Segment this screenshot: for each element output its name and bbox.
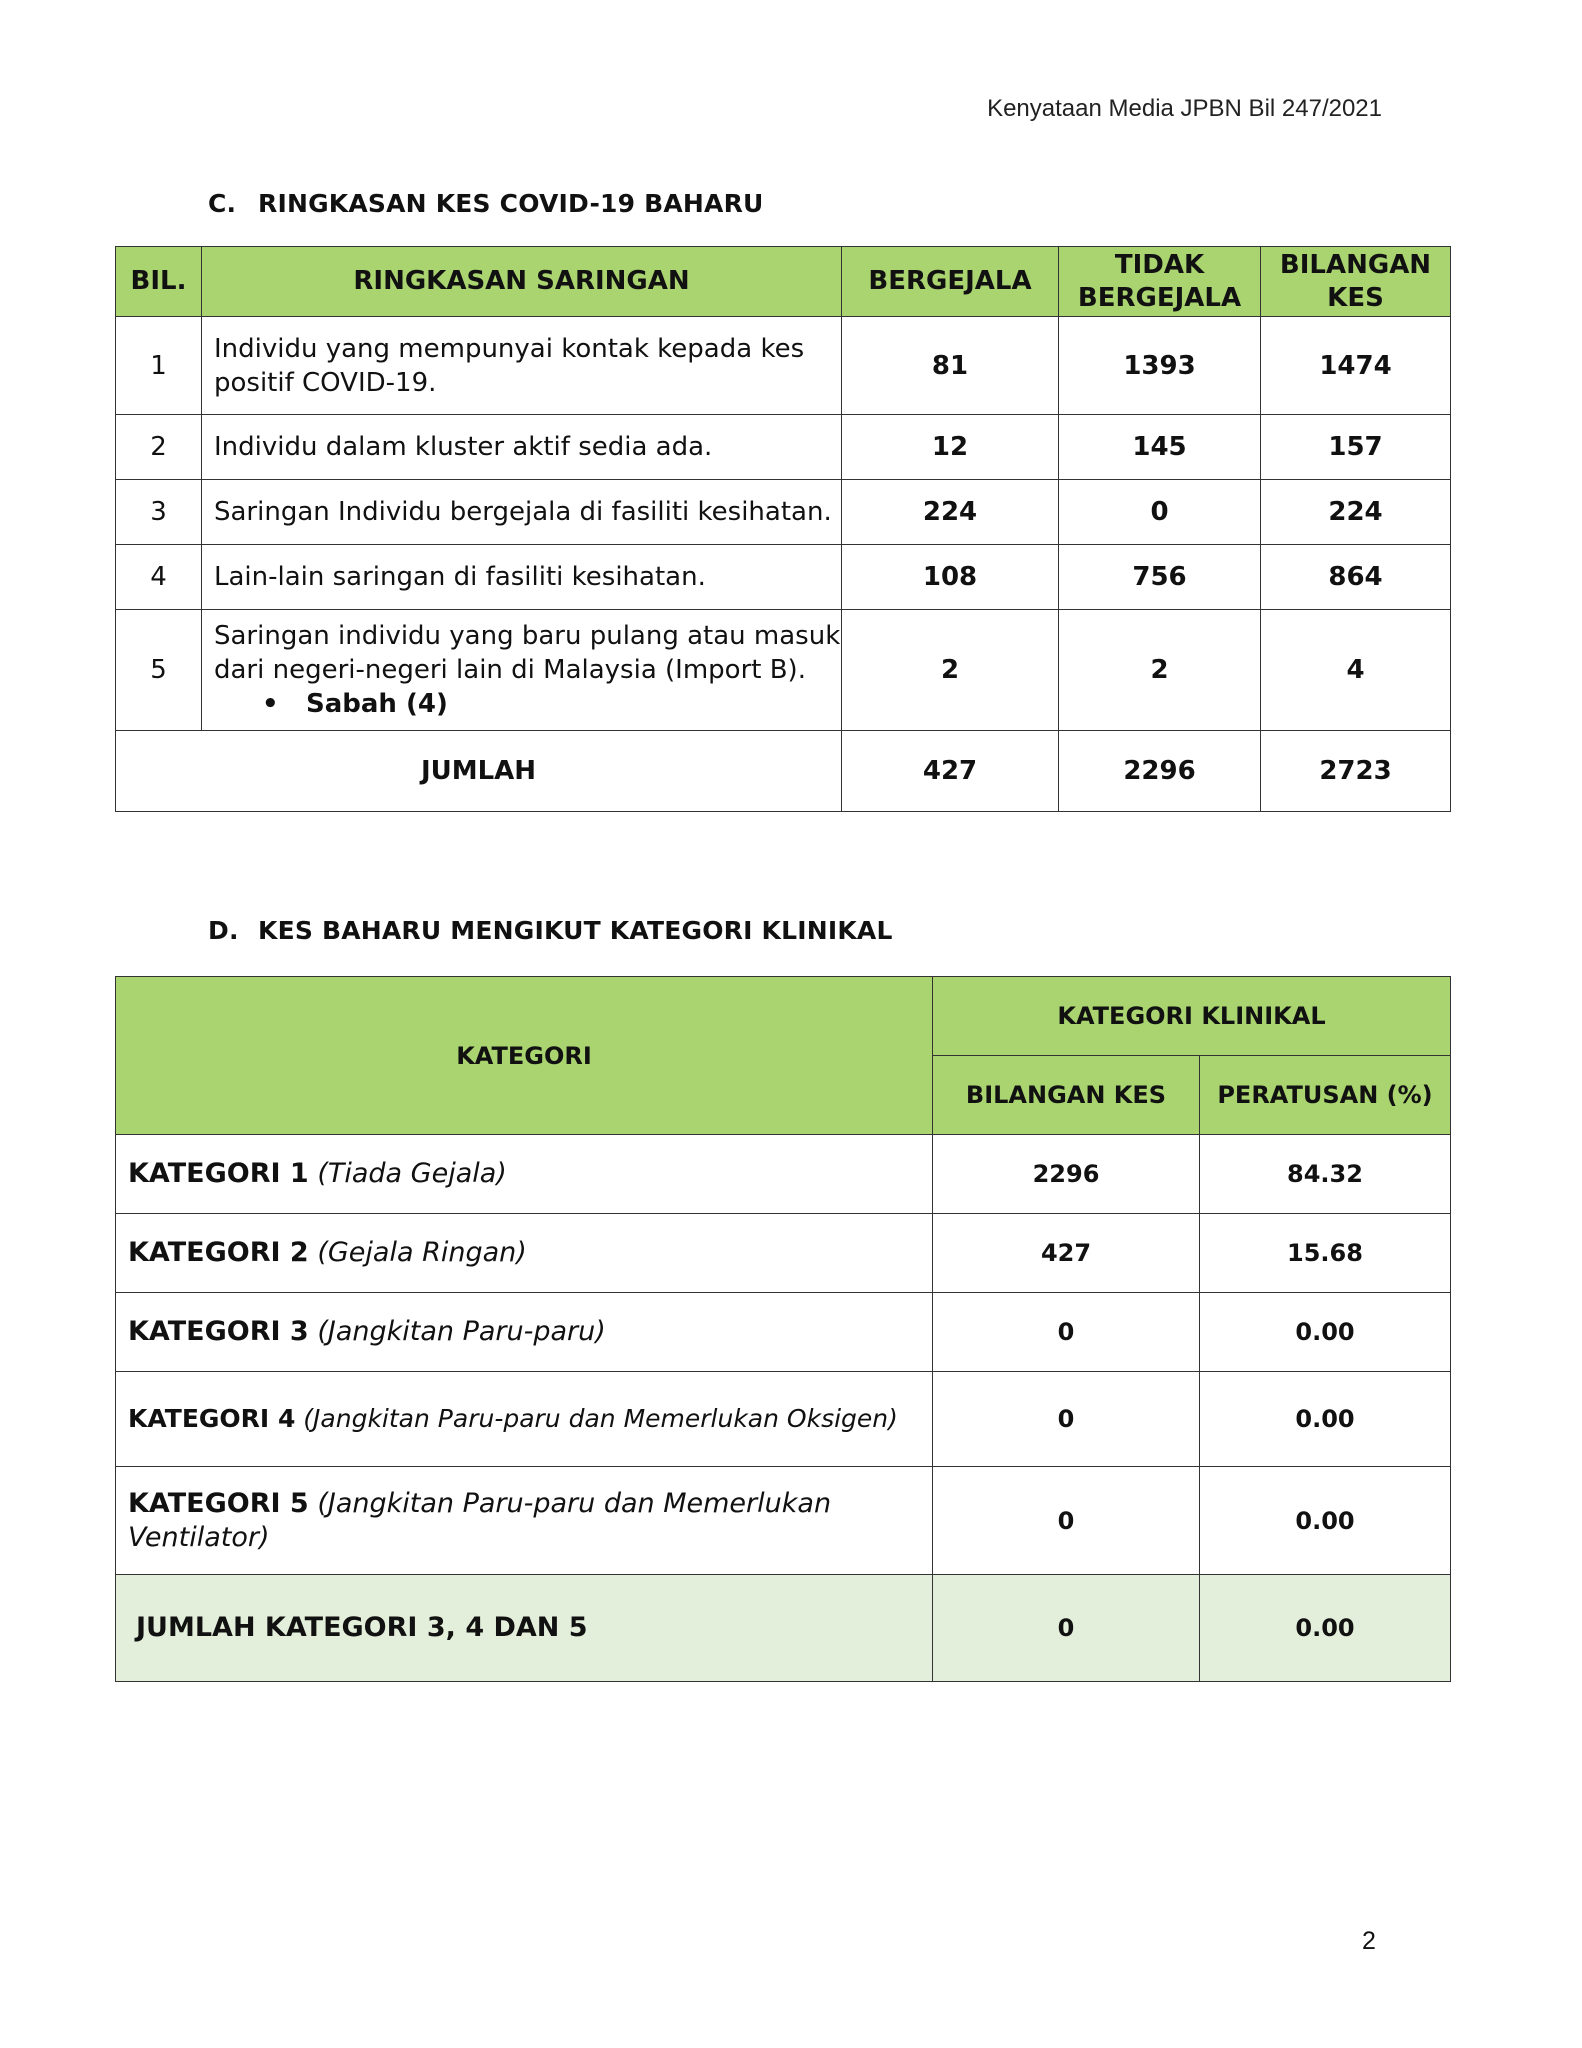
covid-case-summary-table [115, 246, 1451, 812]
category-percentage: 15.68 [1200, 1214, 1451, 1293]
row-description [202, 610, 842, 731]
column-header-bil: BIL. [116, 247, 202, 317]
total-row [116, 731, 1451, 812]
table-row [116, 480, 1451, 545]
bullet-icon: • [262, 689, 279, 719]
table-row [116, 545, 1451, 610]
symptomatic-count: 108 [842, 545, 1059, 610]
total-case-count: 0 [933, 1575, 1200, 1682]
symptomatic-count: 224 [842, 480, 1059, 545]
row-description-line: positif COVID-19. [214, 367, 437, 398]
row-description [202, 317, 842, 415]
category-label: KATEGORI 5 [128, 1487, 309, 1519]
column-header-cases-line2: KES [1327, 282, 1384, 313]
section-d-title [208, 916, 893, 945]
asymptomatic-count: 0 [1059, 480, 1261, 545]
total-asymptomatic: 2296 [1059, 731, 1261, 812]
category-label: KATEGORI 4 [128, 1404, 296, 1433]
column-header-symptomatic: BERGEJALA [842, 247, 1059, 317]
category-case-count: 0 [933, 1372, 1200, 1467]
table-row [116, 1214, 1451, 1293]
category-case-count: 427 [933, 1214, 1200, 1293]
category-description: (Gejala Ringan) [317, 1237, 527, 1268]
column-header-percent: PERATUSAN (%) [1200, 1056, 1451, 1135]
column-header-cases: BILANGAN KES [933, 1056, 1200, 1135]
table-row [116, 610, 1451, 731]
total-label: JUMLAH [116, 731, 842, 812]
column-header-asymptomatic-line2: BERGEJALA [1077, 282, 1242, 313]
category-description: (Tiada Gejala) [317, 1158, 507, 1189]
category-case-count: 2296 [933, 1135, 1200, 1214]
row-number: 4 [116, 545, 202, 610]
total-label: JUMLAH KATEGORI 3, 4 DAN 5 [116, 1575, 933, 1682]
column-header-category: KATEGORI [116, 977, 933, 1135]
asymptomatic-count: 2 [1059, 610, 1261, 731]
row-number: 1 [116, 317, 202, 415]
row-description-line: Saringan individu yang baru pulang atau masuk [214, 621, 841, 651]
case-count: 864 [1261, 545, 1451, 610]
category-percentage: 84.32 [1200, 1135, 1451, 1214]
category-cell [116, 1135, 933, 1214]
case-count: 1474 [1261, 317, 1451, 415]
category-description: (Jangkitan Paru-paru dan Memerlukan [317, 1487, 832, 1519]
symptomatic-count: 2 [842, 610, 1059, 731]
total-percentage: 0.00 [1200, 1575, 1451, 1682]
table-header-row [116, 247, 1451, 317]
category-case-count: 0 [933, 1293, 1200, 1372]
page-number: 2 [1362, 1927, 1376, 1955]
row-number: 3 [116, 480, 202, 545]
symptomatic-count: 12 [842, 415, 1059, 480]
total-symptomatic: 427 [842, 731, 1059, 812]
asymptomatic-count: 756 [1059, 545, 1261, 610]
category-label: KATEGORI 1 [128, 1158, 309, 1189]
case-count: 4 [1261, 610, 1451, 731]
asymptomatic-count: 145 [1059, 415, 1261, 480]
table-row [116, 1135, 1451, 1214]
case-count: 224 [1261, 480, 1451, 545]
category-cell [116, 1293, 933, 1372]
total-row [116, 1575, 1451, 1682]
column-header-clinical-category: KATEGORI KLINIKAL [933, 977, 1451, 1056]
column-header-cases-line1: BILANGAN [1279, 249, 1432, 280]
category-percentage: 0.00 [1200, 1467, 1451, 1575]
case-count: 157 [1261, 415, 1451, 480]
bullet-item [214, 687, 841, 721]
section-d-title-text: KES BAHARU MENGIKUT KATEGORI KLINIKAL [258, 916, 893, 945]
category-cell [116, 1372, 933, 1467]
section-c-letter: C. [208, 189, 237, 218]
table-row [116, 1372, 1451, 1467]
category-label: KATEGORI 3 [128, 1316, 309, 1347]
bullet-text: Sabah (4) [306, 689, 448, 719]
asymptomatic-count: 1393 [1059, 317, 1261, 415]
table-header-row [116, 977, 1451, 1056]
row-number: 5 [116, 610, 202, 731]
row-description: Individu dalam kluster aktif sedia ada. [202, 415, 842, 480]
clinical-category-table [115, 976, 1451, 1682]
section-d-letter: D. [208, 916, 239, 945]
category-description: (Jangkitan Paru-paru dan Memerlukan Oksigen) [303, 1404, 898, 1433]
column-header-summary: RINGKASAN SARINGAN [202, 247, 842, 317]
document-reference: Kenyataan Media JPBN Bil 247/2021 [987, 95, 1382, 122]
table-row [116, 1293, 1451, 1372]
row-description: Lain-lain saringan di fasiliti kesihatan. [202, 545, 842, 610]
category-case-count: 0 [933, 1467, 1200, 1575]
section-c-title-text: RINGKASAN KES COVID-19 BAHARU [258, 189, 764, 218]
column-header-asymptomatic-line1: TIDAK [1114, 249, 1205, 280]
category-cell [116, 1467, 933, 1575]
row-description-line: dari negeri-negeri lain di Malaysia (Import B). [214, 655, 806, 685]
category-description: (Jangkitan Paru-paru) [317, 1316, 606, 1347]
category-percentage: 0.00 [1200, 1372, 1451, 1467]
category-description-continued: Ventilator) [128, 1521, 270, 1553]
category-cell [116, 1214, 933, 1293]
column-header-asymptomatic [1059, 247, 1261, 317]
category-label: KATEGORI 2 [128, 1237, 309, 1268]
row-description-line: Individu yang mempunyai kontak kepada kes [214, 333, 805, 364]
table-row [116, 1467, 1451, 1575]
column-header-cases [1261, 247, 1451, 317]
table-row [116, 415, 1451, 480]
total-cases: 2723 [1261, 731, 1451, 812]
table-row [116, 317, 1451, 415]
row-description: Saringan Individu bergejala di fasiliti kesihatan. [202, 480, 842, 545]
row-number: 2 [116, 415, 202, 480]
category-percentage: 0.00 [1200, 1293, 1451, 1372]
section-c-title [208, 189, 764, 218]
symptomatic-count: 81 [842, 317, 1059, 415]
